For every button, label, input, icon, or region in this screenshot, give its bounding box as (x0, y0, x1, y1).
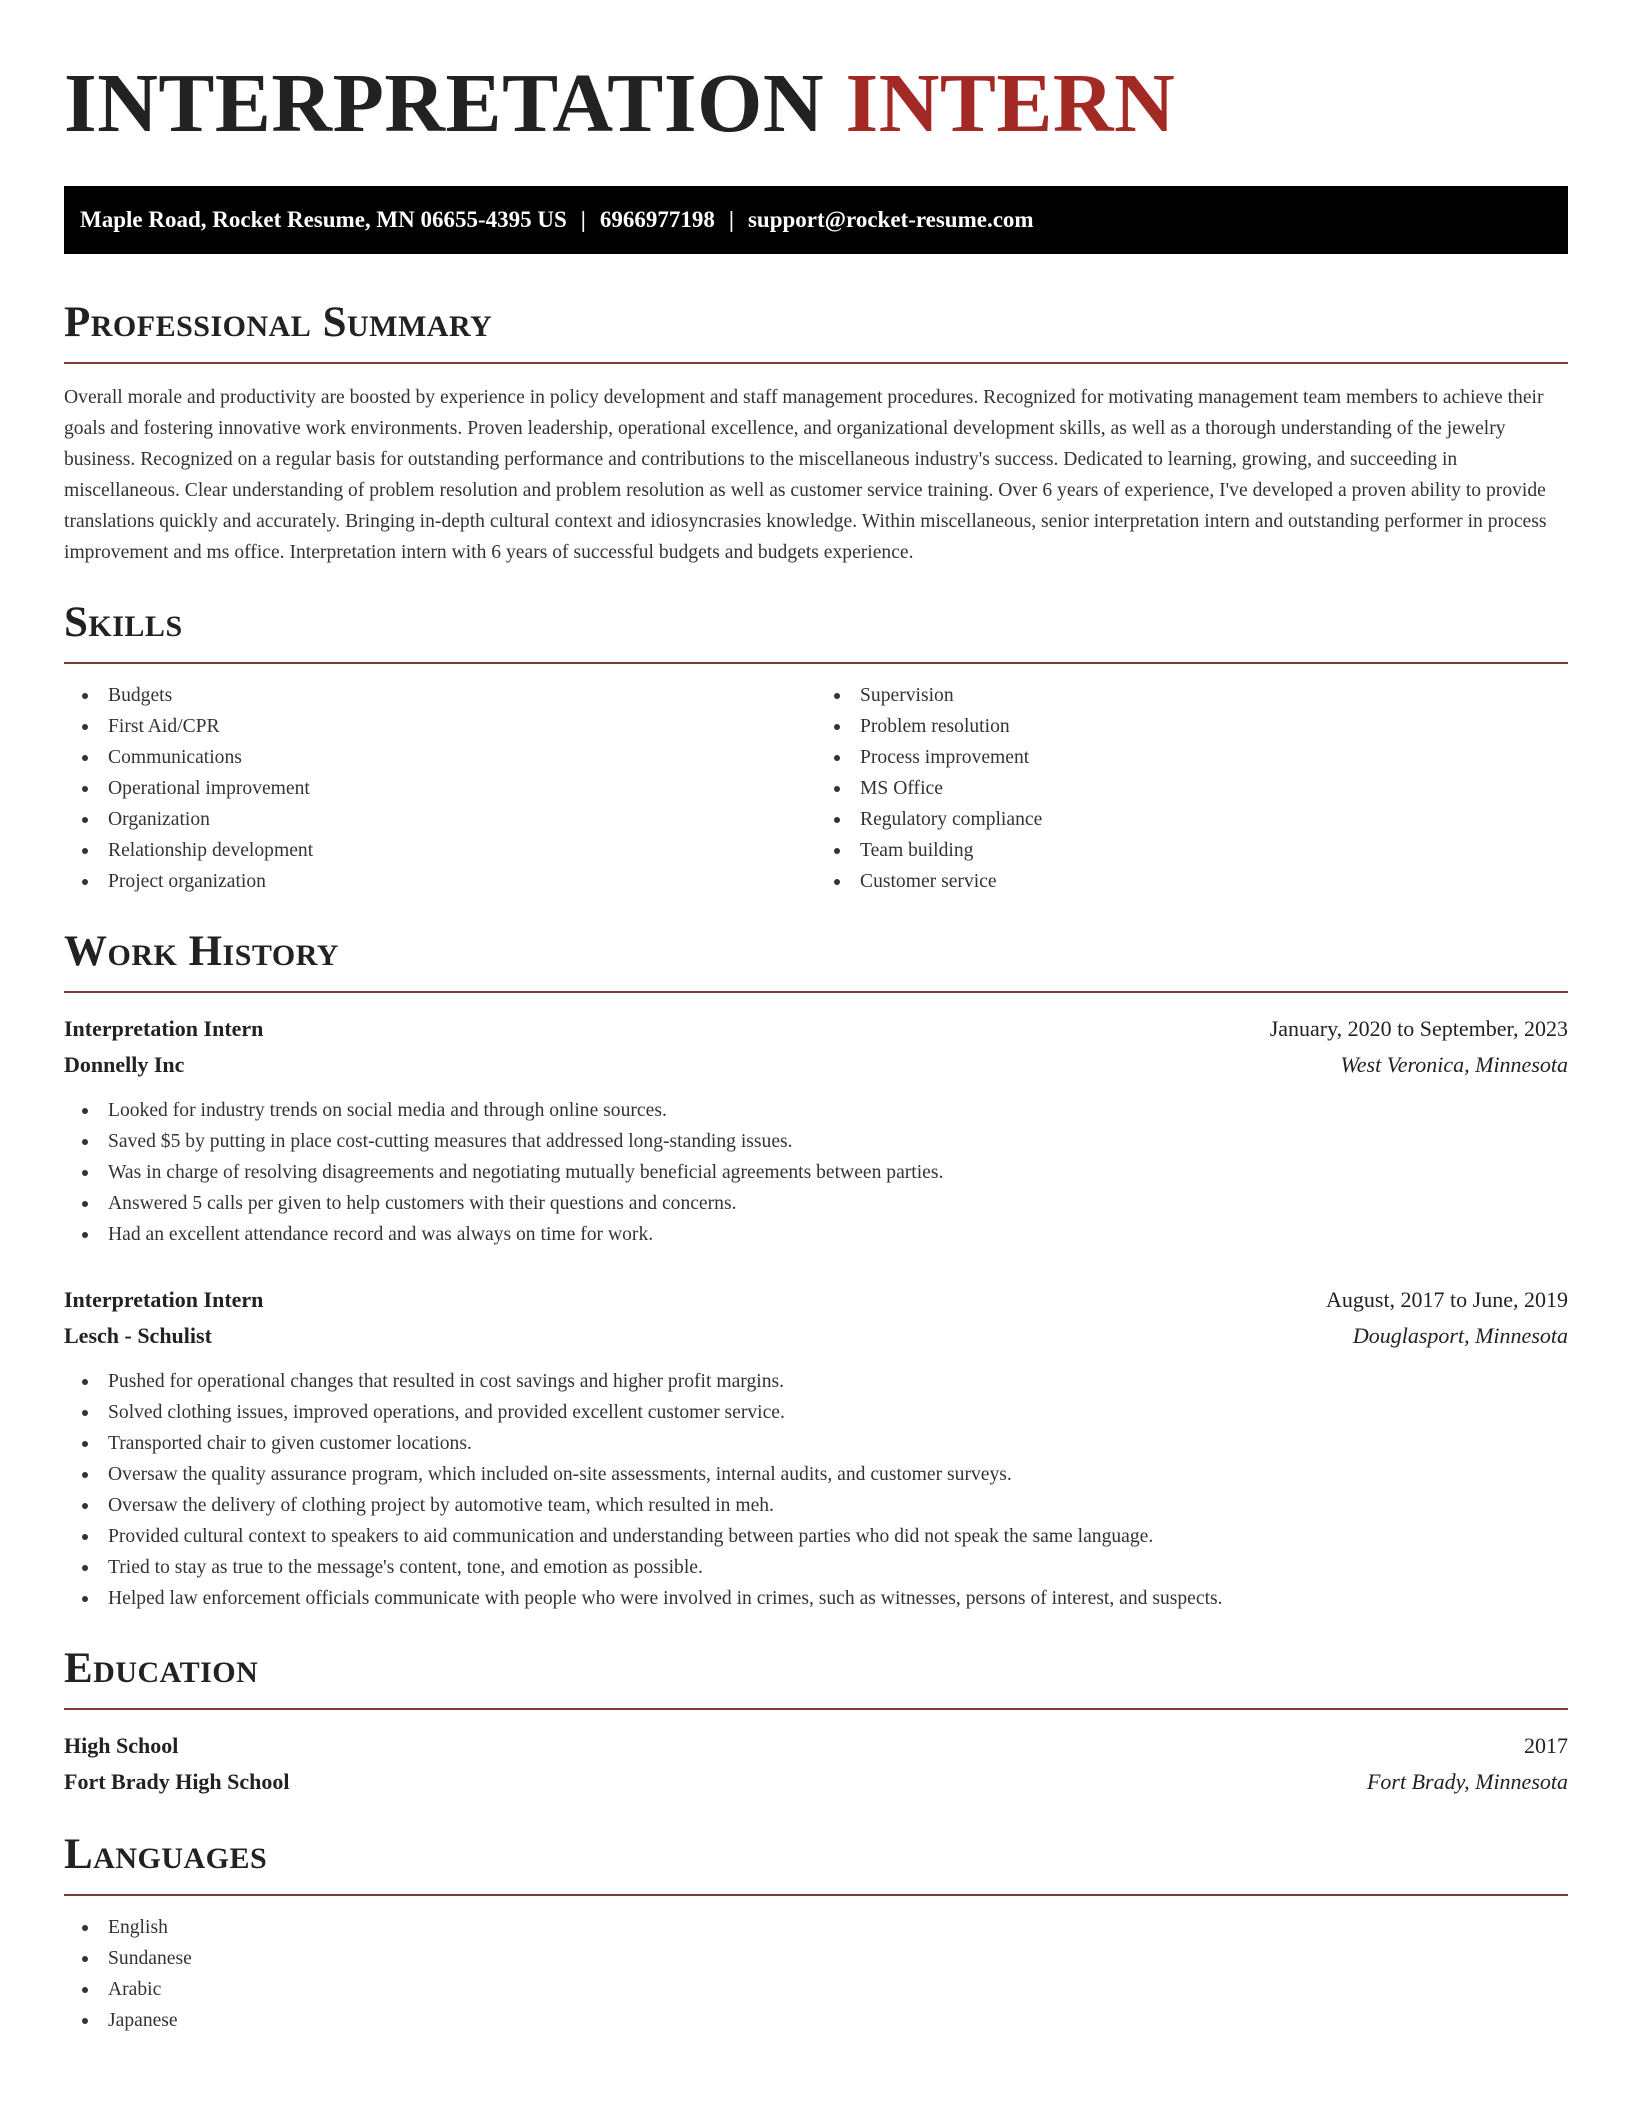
job-dates: January, 2020 to September, 2023 (1269, 1016, 1568, 1041)
name-accent: INTERN (845, 57, 1176, 150)
skill-item: Organization (64, 804, 816, 835)
skill-item: First Aid/CPR (64, 711, 816, 742)
summary-section (64, 298, 1568, 568)
skill-item: Budgets (64, 680, 816, 711)
language-item: English (64, 1912, 1568, 1943)
skill-item: Relationship development (64, 835, 816, 866)
contact-email: support@rocket-resume.com (747, 207, 1034, 232)
section-divider (64, 362, 1568, 364)
education-entry (64, 1728, 1568, 1800)
summary-text: Overall morale and productivity are boosted by experience in policy development and staff management procedures. Recognized for motivating management team members to achieve their goals and fostering innovative work environments. Proven leadership, operational excellence, and organizational development skills, as well as a thorough understanding of the jewelry business. Recognized on a regular basis for outstanding performance and contributions to the miscellaneous industry's success. Dedicated to learning, growing, and succeeding in miscellaneous. Clear understanding of problem resolution and problem resolution as well as customer service training. Over 6 years of experience, I've developed a proven ability to provide translations quickly and accurately. Bringing in-depth cultural context and idiosyncrasies knowledge. Within miscellaneous, senior interpretation intern and outstanding performer in process improvement and ms office. Interpretation intern with 6 years of successful budgets and budgets experience. (64, 387, 1547, 563)
skill-item: Communications (64, 742, 816, 773)
education-location: Fort Brady, Minnesota (1366, 1769, 1568, 1794)
job-company-row (64, 1047, 1568, 1083)
job-bullet: Tried to stay as true to the message's content, tone, and emotion as possible. (64, 1552, 1568, 1583)
job-bullet: Saved $5 by putting in place cost-cutting measures that addressed long-standing issues. (64, 1126, 1568, 1157)
job-bullet: Solved clothing issues, improved operations, and provided excellent customer service. (64, 1397, 1568, 1428)
work-history-section (64, 927, 1568, 1614)
language-item: Arabic (64, 1974, 1568, 2005)
section-divider (64, 662, 1568, 664)
name-first: INTERPRETATION (64, 57, 825, 150)
skills-list-left (64, 680, 816, 897)
job-bullets (64, 1095, 1568, 1250)
skill-item: Operational improvement (64, 773, 816, 804)
contact-address: Maple Road, Rocket Resume, MN 06655-4395 US (80, 207, 567, 232)
skill-item: Project organization (64, 866, 816, 897)
job-location: West Veronica, Minnesota (1340, 1052, 1568, 1077)
contact-bar (64, 186, 1568, 254)
language-item: Sundanese (64, 1943, 1568, 1974)
job-bullets (64, 1366, 1568, 1614)
skills-columns (64, 680, 1568, 897)
job-bullet: Pushed for operational changes that resulted in cost savings and higher profit margins. (64, 1366, 1568, 1397)
skill-item: Process improvement (816, 742, 1568, 773)
job-entry (64, 1011, 1568, 1250)
job-company: Donnelly Inc (64, 1052, 185, 1077)
job-location: Douglasport, Minnesota (1352, 1323, 1568, 1348)
section-divider (64, 1894, 1568, 1896)
job-title: Interpretation Intern (64, 1016, 264, 1041)
skill-item: Problem resolution (816, 711, 1568, 742)
language-item: Japanese (64, 2005, 1568, 2036)
job-entry (64, 1282, 1568, 1614)
section-title-summary: Professional Summary (64, 299, 493, 346)
skill-item: MS Office (816, 773, 1568, 804)
skill-item: Supervision (816, 680, 1568, 711)
skill-item: Customer service (816, 866, 1568, 897)
job-bullet: Looked for industry trends on social media and through online sources. (64, 1095, 1568, 1126)
job-bullet: Had an excellent attendance record and was always on time for work. (64, 1219, 1568, 1250)
job-title: Interpretation Intern (64, 1287, 264, 1312)
skill-item: Regulatory compliance (816, 804, 1568, 835)
contact-phone: 6966977198 (599, 207, 715, 232)
job-company-row (64, 1318, 1568, 1354)
section-title-education: Education (64, 1645, 259, 1692)
contact-separator: | (580, 207, 586, 232)
languages-section (64, 1830, 1568, 2036)
section-title-languages: Languages (64, 1831, 268, 1878)
job-bullet: Answered 5 calls per given to help customers with their questions and concerns. (64, 1188, 1568, 1219)
job-title-row (64, 1011, 1568, 1047)
section-divider (64, 991, 1568, 993)
section-title-skills: Skills (64, 599, 183, 646)
job-bullet: Transported chair to given customer locations. (64, 1428, 1568, 1459)
languages-list (64, 1912, 1568, 2036)
skills-section (64, 598, 1568, 897)
education-school: Fort Brady High School (64, 1769, 290, 1794)
resume-name (64, 56, 1568, 152)
job-bullet: Oversaw the quality assurance program, which included on-site assessments, internal audits, and customer surveys. (64, 1459, 1568, 1490)
education-section (64, 1644, 1568, 1800)
education-school-row (64, 1764, 1568, 1800)
job-company: Lesch - Schulist (64, 1323, 212, 1348)
job-bullet: Provided cultural context to speakers to aid communication and understanding between parties who did not speak the same language. (64, 1521, 1568, 1552)
contact-separator: | (728, 207, 734, 232)
job-bullet: Oversaw the delivery of clothing project by automotive team, which resulted in meh. (64, 1490, 1568, 1521)
job-dates: August, 2017 to June, 2019 (1326, 1287, 1568, 1312)
skill-item: Team building (816, 835, 1568, 866)
education-year: 2017 (1524, 1733, 1568, 1758)
job-bullet: Helped law enforcement officials communicate with people who were involved in crimes, such as witnesses, persons of interest, and suspects. (64, 1583, 1568, 1614)
education-degree-row (64, 1728, 1568, 1764)
job-bullet: Was in charge of resolving disagreements and negotiating mutually beneficial agreements between parties. (64, 1157, 1568, 1188)
job-title-row (64, 1282, 1568, 1318)
section-divider (64, 1708, 1568, 1710)
skills-list-right (816, 680, 1568, 897)
education-degree: High School (64, 1733, 179, 1758)
section-title-work-history: Work History (64, 928, 339, 975)
